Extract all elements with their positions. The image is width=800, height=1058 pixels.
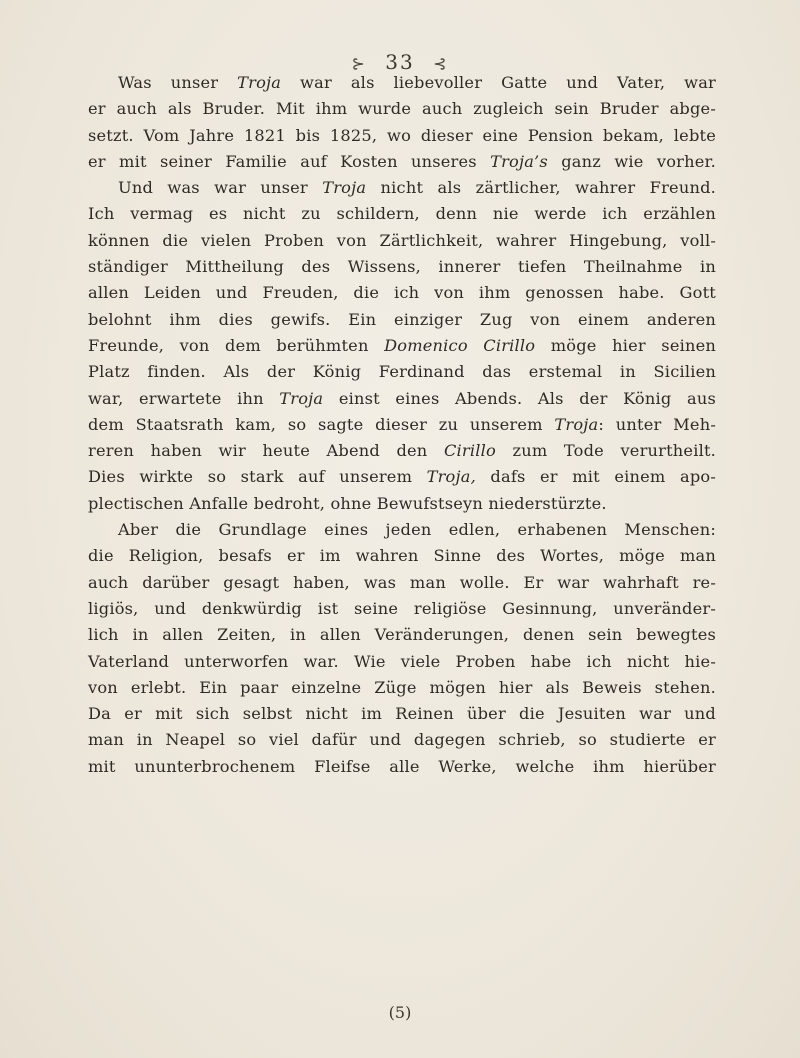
page-number: 33 bbox=[385, 50, 415, 74]
text-line: Dies wirkte so stark auf unserem Troja, dafs er mit einem apo- bbox=[88, 467, 716, 487]
text-line: belohnt ihm dies gewifs. Ein einziger Zug von einem anderen bbox=[88, 309, 716, 329]
ornament-right-icon: ⊰ bbox=[433, 54, 449, 73]
text-line: dem Staatsrath kam, so sagte dieser zu unserem Troja: unter Meh- bbox=[88, 414, 716, 434]
text-line: Da er mit sich selbst nicht im Reinen über die Jesuiten war und bbox=[88, 704, 716, 724]
text-line: können die vielen Proben von Zärtlichkeit, wahrer Hingebung, voll- bbox=[88, 230, 716, 250]
text-line: reren haben wir heute Abend den Cirillo zum Tode verurtheilt. bbox=[88, 441, 716, 461]
text-line: Aber die Grundlage eines jeden edlen, erhabenen Menschen: bbox=[118, 520, 716, 540]
text-line: er auch als Bruder. Mit ihm wurde auch zugleich sein Bruder abge- bbox=[88, 99, 716, 119]
text-line: Platz finden. Als der König Ferdinand das erstemal in Sicilien bbox=[88, 362, 716, 382]
text-line: war, erwartete ihn Troja einst eines Abends. Als der König aus bbox=[88, 388, 716, 408]
text-line: allen Leiden und Freuden, die ich von ihm genossen habe. Gott bbox=[88, 283, 716, 303]
text-line: die Religion, besafs er im wahren Sinne des Wortes, möge man bbox=[88, 546, 716, 566]
text-line: Freunde, von dem berühmten Domenico Cirillo möge hier seinen bbox=[88, 335, 717, 355]
text-line: lich in allen Zeiten, in allen Veränderungen, denen sein bewegtes bbox=[88, 625, 716, 645]
text-line: Und was war unser Troja nicht als zärtlicher, wahrer Freund. bbox=[118, 178, 716, 198]
text-line: Was unser Troja war als liebevoller Gatte und Vater, war bbox=[118, 73, 716, 92]
ornament-left-icon: ⊱ bbox=[351, 54, 367, 73]
text-line: ligiös, und denkwürdig ist seine religiöse Gesinnung, unveränder- bbox=[88, 598, 716, 618]
text-line: ständiger Mittheilung des Wissens, innerer tiefen Theilnahme in bbox=[88, 257, 716, 277]
text-line: plectischen Anfalle bedroht, ohne Bewufstseyn niederstürzte. bbox=[88, 493, 607, 513]
text-line: Ich vermag es nicht zu schildern, denn nie werde ich erzählen bbox=[88, 204, 716, 224]
text-line: setzt. Vom Jahre 1821 bis 1825, wo dieser eine Pension bekam, lebte bbox=[88, 125, 716, 145]
text-line: mit ununterbrochenem Fleifse alle Werke, welche ihm hierüber bbox=[88, 756, 716, 776]
body-text bbox=[88, 70, 716, 780]
text-line: Vaterland unterworfen war. Wie viele Proben habe ich nicht hie- bbox=[88, 651, 716, 671]
text-line: er mit seiner Familie auf Kosten unseres Troja’s ganz wie vorher. bbox=[88, 151, 717, 171]
text-line: man in Neapel so viel dafür und dagegen schrieb, so studierte er bbox=[88, 730, 716, 750]
text-line: auch darüber gesagt haben, was man wolle. Er war wahrhaft re- bbox=[88, 572, 716, 592]
signature-mark: (5) bbox=[388, 1003, 412, 1022]
text-line: von erlebt. Ein paar einzelne Züge mögen hier als Beweis stehen. bbox=[88, 677, 716, 697]
